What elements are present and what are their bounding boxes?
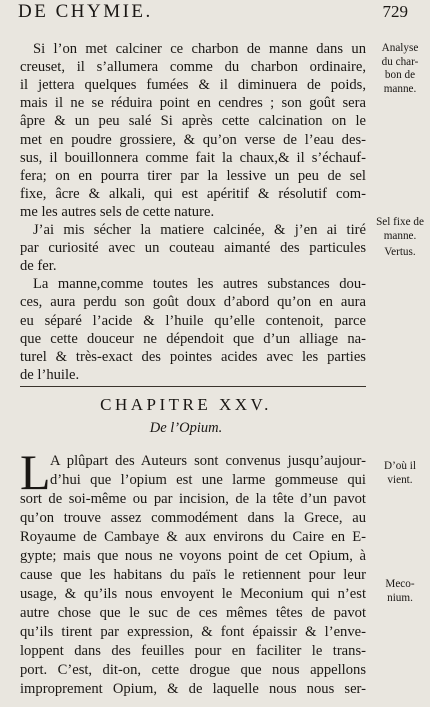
margin-note-analyse <box>371 42 429 96</box>
body-line: d’hui que l’opium est une larme gommeuse qui <box>50 472 366 488</box>
body-line: me les autres sels de cette nature. <box>20 203 215 220</box>
body-line: qu’ils tirent par expression, & font épaissir & l’enve- <box>20 624 366 640</box>
body-line: Royaume de Cambaye & aux environs du Caire en E- <box>20 529 366 545</box>
body-line: fixe, âcre & alkali, qui est apéritif & résolutif com- <box>20 185 366 202</box>
margin-note-line: bon de <box>384 69 416 81</box>
margin-note-line: Meco- <box>385 578 415 590</box>
body-line: loppent dans des feuilles pour en faciliter le trans- <box>20 643 366 659</box>
body-line: autre chose que le suc de ces mêmes têtes de pavot <box>20 605 366 621</box>
section-divider <box>20 386 366 387</box>
body-line: improprement Opium, & de laquelle nous nous ser- <box>20 681 366 697</box>
margin-note-line: D’où il <box>383 460 416 472</box>
body-line: par curiosité avec un couteau aimanté des particules <box>20 240 366 257</box>
margin-note-line: vient. <box>387 473 413 486</box>
body-line: de fer. <box>20 258 57 275</box>
margin-note-line: manne. <box>383 229 417 242</box>
margin-note-line: du char- <box>381 55 419 68</box>
drop-cap: L <box>20 444 51 500</box>
body-line: J’ai mis sécher la matiere calcinée, & j’en ai tiré <box>33 222 366 238</box>
margin-note-line: Vertus. <box>384 246 416 258</box>
body-line: cause que les habitans du païs le retiennent pour leur <box>20 567 366 583</box>
body-line: fera; on en pourra tirer par la lessive un peu de sel <box>20 167 366 184</box>
page-number: 729 <box>382 2 408 21</box>
margin-note-origin <box>371 460 429 487</box>
body-line: Si l’on met calciner ce charbon de manne dans un <box>33 41 366 57</box>
body-line: ces, aura perdu son goût doux d’abord qu’on en aura <box>20 294 366 311</box>
body-line: que cette douceur ne dépendoit que d’un alliage na- <box>20 330 366 347</box>
margin-note-line: Analyse <box>381 42 419 54</box>
margin-note-line: manne. <box>383 82 417 95</box>
body-line: La manne,comme toutes les autres substances dou- <box>33 276 366 293</box>
body-line: eu séparé l’acide & l’huile qu’elle contenoit, parce <box>20 312 366 329</box>
margin-note-line: nium. <box>387 591 413 604</box>
running-title: DE CHYMIE. <box>18 1 153 22</box>
body-line: usage, & qu’ils nous envoyent le Meconium qui n’est <box>20 586 366 602</box>
body-line: de l’huile. <box>20 366 80 383</box>
body-line: port. C’est, dit-on, cette drogue que nous appellons <box>20 662 366 678</box>
body-line: qu’on trouve assez commodément dans la Grece, au <box>20 510 366 526</box>
margin-note-vertus <box>371 246 429 260</box>
body-line: sus, il bouillonnera comme fait la chaux,& il s’échauf- <box>20 149 366 166</box>
body-line: sort de soi-même ou par incision, de la tête d’un pavot <box>20 491 366 507</box>
body-line: A plûpart des Auteurs sont convenus jusqu’aujour- <box>50 453 366 469</box>
body-line: met en poudre grossiere, & qu’on verse de l’eau des- <box>20 131 366 148</box>
margin-note-sel-fixe <box>371 216 429 243</box>
margin-note-meconium <box>371 578 429 605</box>
body-line: gypte; mais que nous ne voyons point de cet Opium, à <box>20 548 366 564</box>
body-line: turel & très-exact des pointes acides avec les parties <box>20 348 366 365</box>
chapter-subtitle: De l’Opium. <box>149 420 223 436</box>
margin-note-line: Sel fixe de <box>376 216 424 228</box>
body-line: creuset, il s’allumera comme du charbon ordinaire, <box>20 59 366 76</box>
chapter-title: CHAPITRE XXV. <box>100 395 272 414</box>
body-line: il jettera quelques fumées & il diminuera de poids, <box>20 77 366 94</box>
body-line: âpre & un peu salé Si après cette calcination on le <box>20 113 366 130</box>
body-line: mais il ne se réduira point en cendres ; son goût sera <box>20 95 366 112</box>
